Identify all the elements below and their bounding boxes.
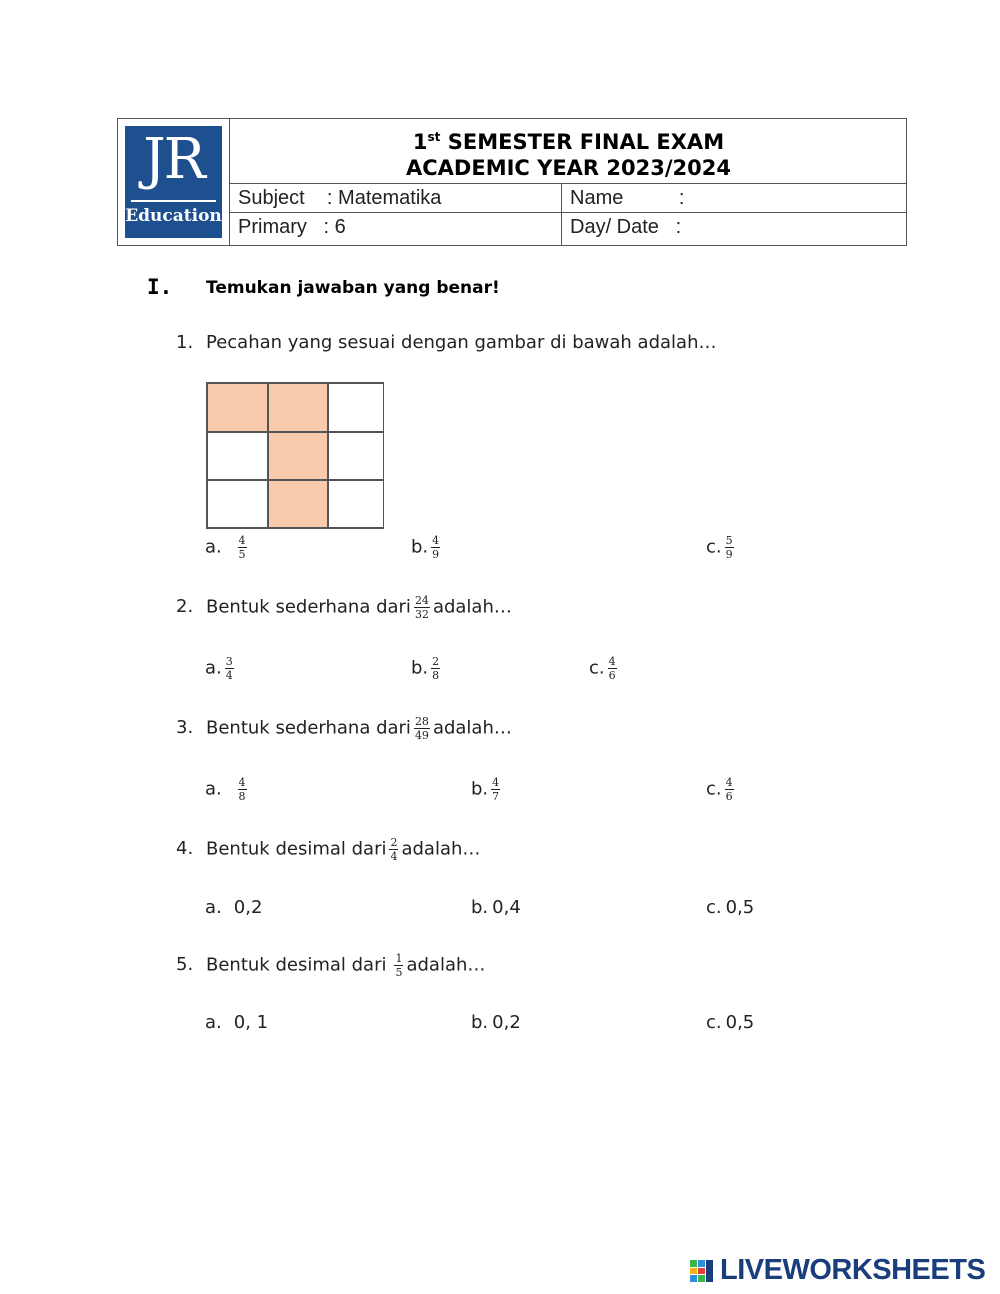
option-label: b. <box>471 1012 489 1033</box>
option-b[interactable] <box>471 895 521 921</box>
fraction-denominator: 9 <box>725 548 733 561</box>
name-field[interactable]: Name : <box>570 187 685 209</box>
option-b[interactable] <box>471 776 503 803</box>
title-rest: SEMESTER FINAL EXAM <box>440 130 725 154</box>
exam-title-line2: ACADEMIC YEAR 2023/2024 <box>406 156 731 180</box>
question-text <box>206 715 512 742</box>
option-label: c. <box>589 657 605 679</box>
option-value: 0,5 <box>725 1012 755 1033</box>
question-text-before: Bentuk sederhana dari <box>206 596 411 618</box>
fraction-numerator: 1 <box>395 952 403 965</box>
option-fraction <box>431 534 440 561</box>
fraction-grid-figure <box>206 382 384 529</box>
fraction-denominator: 4 <box>225 669 233 682</box>
fraction-denominator: 32 <box>414 608 429 621</box>
option-fraction <box>725 776 734 803</box>
fraction-denominator: 7 <box>492 790 500 803</box>
question-fraction <box>394 952 403 979</box>
option-a[interactable] <box>205 534 250 561</box>
option-label: b. <box>471 897 489 918</box>
option-fraction <box>238 776 247 803</box>
fraction-numerator: 3 <box>225 655 233 668</box>
section-instruction: Temukan jawaban yang benar! <box>206 278 500 298</box>
fraction-denominator: 6 <box>725 790 733 803</box>
primary-field: Primary : 6 <box>238 216 346 238</box>
option-label: a. <box>205 1012 222 1033</box>
option-c[interactable] <box>706 1010 754 1036</box>
question-fraction <box>414 715 430 742</box>
option-c[interactable] <box>706 895 754 921</box>
subject-field: Subject : Matematika <box>238 187 442 209</box>
fraction-numerator: 4 <box>432 534 440 547</box>
option-label: a. <box>205 536 222 558</box>
grid-cell-shaded <box>207 383 268 432</box>
fraction-numerator: 4 <box>608 655 616 668</box>
question-text <box>206 952 485 979</box>
option-label: c. <box>706 1012 722 1033</box>
option-b[interactable] <box>471 1010 521 1036</box>
fraction-numerator: 24 <box>414 594 429 607</box>
jr-education-logo <box>125 126 222 238</box>
option-label: a. <box>205 657 222 679</box>
fraction-numerator: 4 <box>492 776 500 789</box>
question-text-before: Bentuk desimal dari <box>206 954 387 976</box>
question-text-before: Bentuk sederhana dari <box>206 717 411 739</box>
question-number: 1. <box>176 332 194 353</box>
question-number: 2. <box>176 596 194 617</box>
title-ordinal: 1 <box>412 130 428 154</box>
question-number: 3. <box>176 717 194 738</box>
option-label: b. <box>471 778 489 800</box>
fraction-denominator: 4 <box>390 850 398 863</box>
option-fraction <box>608 655 617 682</box>
question-text-after: adalah… <box>401 838 481 860</box>
question-text-before: Bentuk desimal dari <box>206 838 387 860</box>
fraction-numerator: 4 <box>725 776 733 789</box>
option-label: a. <box>205 897 222 918</box>
fraction-numerator: 2 <box>390 836 398 849</box>
option-label: a. <box>205 778 222 800</box>
option-fraction <box>491 776 500 803</box>
fraction-numerator: 4 <box>238 776 246 789</box>
option-a[interactable] <box>205 1010 268 1036</box>
fraction-numerator: 2 <box>432 655 440 668</box>
option-b[interactable] <box>411 655 443 682</box>
question-text-after: adalah… <box>406 954 486 976</box>
option-value: 0,2 <box>492 1012 521 1033</box>
grid-cell <box>328 383 384 432</box>
fraction-denominator: 49 <box>414 729 429 742</box>
option-c[interactable] <box>589 655 620 682</box>
option-label: c. <box>706 778 722 800</box>
grid-cell <box>207 480 268 528</box>
question-number: 4. <box>176 838 194 859</box>
fraction-denominator: 8 <box>238 790 246 803</box>
section-number: I. <box>147 275 173 299</box>
option-label: b. <box>411 657 429 679</box>
fraction-denominator: 5 <box>395 966 403 979</box>
option-value: 0, 1 <box>233 1012 269 1033</box>
grid-cell-shaded <box>268 480 328 528</box>
liveworksheets-logo-icon <box>690 1260 714 1282</box>
fraction-denominator: 9 <box>432 548 440 561</box>
question-text-after: adalah… <box>432 717 512 739</box>
logo-main-text: JR <box>143 127 204 192</box>
option-fraction <box>225 655 234 682</box>
question-text-after: adalah… <box>432 596 512 618</box>
question-fraction <box>414 594 430 621</box>
option-b[interactable] <box>411 534 443 561</box>
fraction-denominator: 8 <box>432 669 440 682</box>
option-c[interactable] <box>706 534 737 561</box>
exam-header-table <box>117 118 907 246</box>
grid-cell-shaded <box>268 383 328 432</box>
logo-sub-text: Education <box>125 206 222 226</box>
question-fraction <box>389 836 398 863</box>
title-superscript: st <box>427 130 441 144</box>
option-label: c. <box>706 897 722 918</box>
option-a[interactable] <box>205 655 237 682</box>
grid-cell <box>328 432 384 480</box>
option-label: c. <box>706 536 722 558</box>
liveworksheets-brand-text: LIVEWORKSHEETS <box>720 1254 986 1286</box>
logo-cell <box>118 119 230 245</box>
option-fraction <box>725 534 734 561</box>
fraction-numerator: 5 <box>725 534 733 547</box>
option-fraction <box>238 534 247 561</box>
fraction-denominator: 5 <box>238 548 246 561</box>
day-date-field[interactable]: Day/ Date : <box>570 216 682 238</box>
question-text <box>206 836 480 863</box>
grid-cell <box>207 432 268 480</box>
fraction-numerator: 28 <box>414 715 429 728</box>
option-value: 0,5 <box>725 897 755 918</box>
logo-divider <box>131 200 216 202</box>
question-number: 5. <box>176 954 194 975</box>
fraction-denominator: 6 <box>608 669 616 682</box>
option-value: 0,2 <box>233 897 263 918</box>
header-column-divider <box>561 183 562 245</box>
grid-cell <box>328 480 384 528</box>
question-text: Pecahan yang sesuai dengan gambar di bawah adalah… <box>206 332 717 353</box>
option-a[interactable] <box>205 776 250 803</box>
option-label: b. <box>411 536 429 558</box>
exam-title-line1 <box>230 122 907 157</box>
option-value: 0,4 <box>492 897 521 918</box>
option-a[interactable] <box>205 895 262 921</box>
question-text <box>206 594 512 621</box>
option-c[interactable] <box>706 776 737 803</box>
fraction-numerator: 4 <box>238 534 246 547</box>
grid-cell-shaded <box>268 432 328 480</box>
option-fraction <box>431 655 440 682</box>
